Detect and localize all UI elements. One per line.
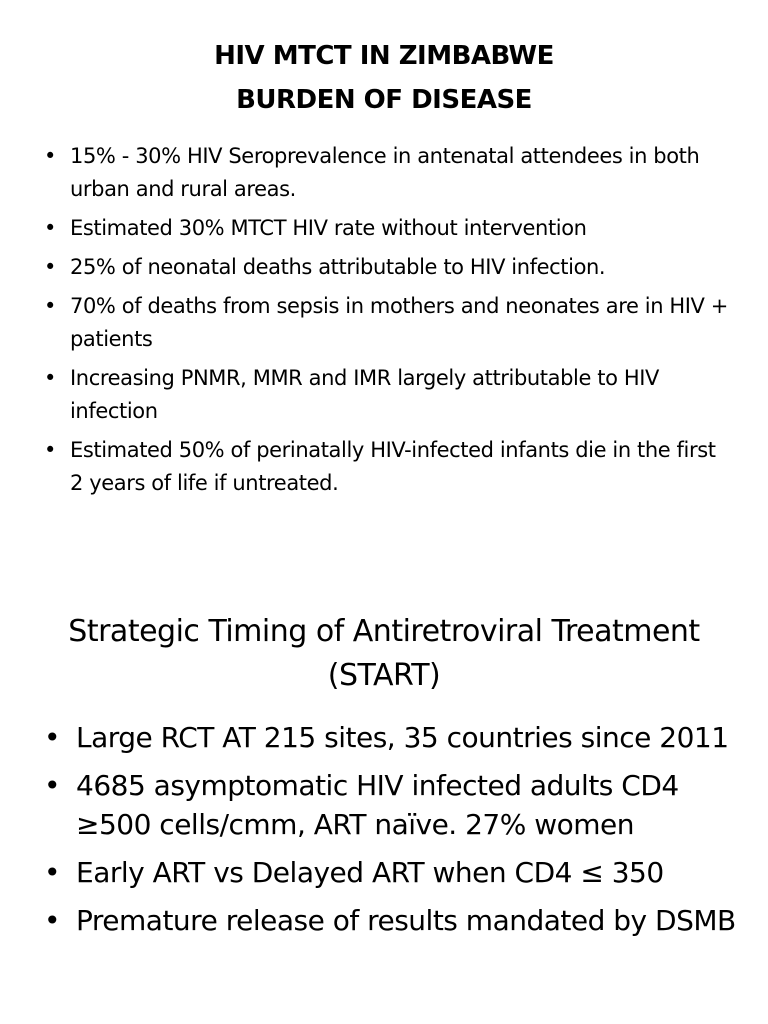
bullet-icon: •	[44, 294, 56, 318]
list-item	[40, 362, 730, 428]
bullet-icon: •	[44, 438, 56, 462]
list-item	[40, 212, 730, 245]
list-item-text: 25% of neonatal deaths attributable to HIV infection.	[70, 255, 606, 279]
list-item-text: Early ART vs Delayed ART when CD4 ≤ 350	[76, 856, 664, 889]
title-line-2: (START)	[327, 658, 441, 693]
list-item	[40, 434, 730, 500]
bullet-icon: •	[44, 721, 61, 754]
bullet-icon: •	[44, 366, 56, 390]
bullet-icon: •	[44, 144, 56, 168]
list-item-text: Estimated 30% MTCT HIV rate without intervention	[70, 216, 587, 240]
title-line-1: HIV MTCT IN ZIMBABWE	[214, 41, 554, 71]
slide-start-trial	[0, 600, 768, 1024]
title-line-2: BURDEN OF DISEASE	[236, 85, 532, 115]
list-item-text: 15% - 30% HIV Seroprevalence in antenatal attendees in both urban and rural areas.	[70, 144, 700, 201]
list-item	[40, 853, 740, 892]
bullet-icon: •	[44, 904, 61, 937]
bullet-icon: •	[44, 856, 61, 889]
slide-title	[0, 610, 768, 698]
list-item	[40, 140, 730, 206]
slide-title	[0, 34, 768, 122]
bullet-icon: •	[44, 769, 61, 802]
bullet-list	[40, 140, 730, 506]
bullet-icon: •	[44, 255, 56, 279]
list-item	[40, 766, 740, 844]
bullet-icon: •	[44, 216, 56, 240]
list-item	[40, 901, 740, 940]
list-item	[40, 251, 730, 284]
list-item-text: 4685 asymptomatic HIV infected adults CD4 ≥500 cells/cmm, ART naïve. 27% women	[76, 769, 679, 841]
title-line-1: Strategic Timing of Antiretroviral Treatment	[68, 614, 700, 649]
list-item-text: Estimated 50% of perinatally HIV-infected infants die in the first 2 years of life if untreated.	[70, 438, 716, 495]
bullet-list	[40, 718, 740, 949]
list-item-text: 70% of deaths from sepsis in mothers and neonates are in HIV + patients	[70, 294, 728, 351]
list-item-text: Large RCT AT 215 sites, 35 countries since 2011	[76, 721, 729, 754]
list-item-text: Premature release of results mandated by DSMB	[76, 904, 736, 937]
list-item-text: Increasing PNMR, MMR and IMR largely attributable to HIV infection	[70, 366, 659, 423]
list-item	[40, 718, 740, 757]
list-item	[40, 290, 730, 356]
